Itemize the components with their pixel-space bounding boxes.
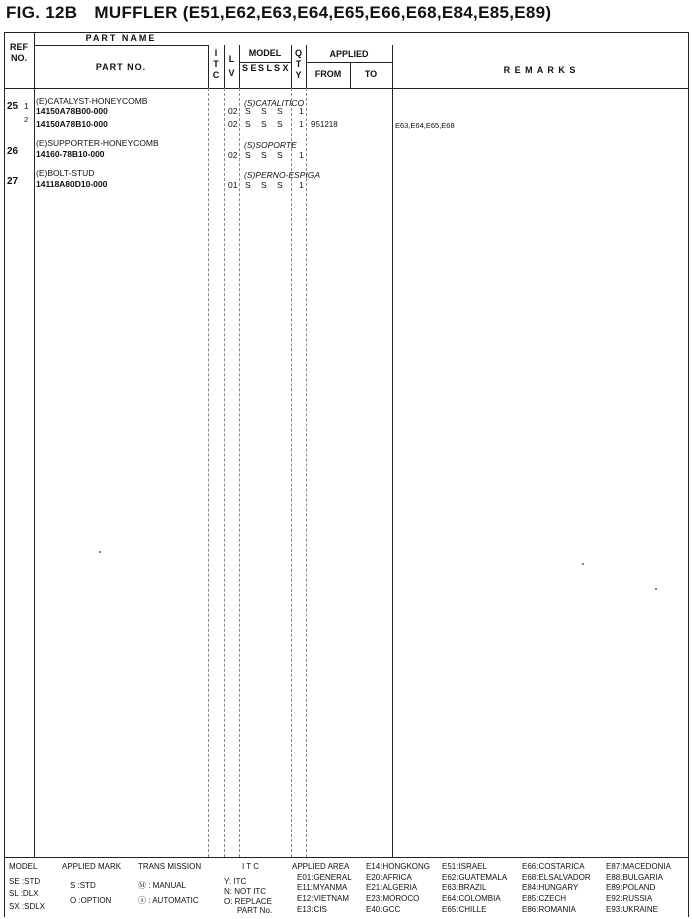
lv-value: 02 [228,150,238,160]
part-name: (E)BOLT-STUD [36,168,95,178]
legend-transmission-title: TRANS MISSION [138,862,202,871]
scan-speck [99,551,101,553]
part-number: 14160-78B10-000 [36,149,105,159]
ref-number: 27 [7,176,19,187]
legend-itc-item: O: REPLACE [224,897,273,906]
model-se-value: S [245,119,251,129]
legend-area-item: E88:BULGARIA [606,873,663,882]
remarks-value: E63,E64,E65,E68 [395,121,455,130]
legend-area-item: E93:UKRAINE [606,905,659,914]
part-name-spanish: (S)SOPORTE [244,140,297,150]
legend-area-item: E87:MACEDONIA [606,862,671,871]
legend-model-title: MODEL [9,862,38,871]
qty-body-line [291,88,292,857]
legend-area-item: E62:GUATEMALA [442,873,508,882]
legend-area-item: E84:HUNGARY [522,883,579,892]
model-se-value: S [245,180,251,190]
table-left-border [4,32,5,917]
legend-area-item: E13:CIS [297,905,327,914]
lv-value: 02 [228,106,238,116]
model-sx-value: S [277,106,283,116]
itc-body-line [208,88,209,857]
legend-itc-title: I T C [242,862,260,871]
part-no-header: PART NO. [95,62,147,72]
ref-no-header: REF NO. [10,42,28,63]
model-sl-value: S [261,119,267,129]
legend-area-item: E20:AFRICA [366,873,412,882]
ref-number: 25 [7,101,19,112]
ref-number: 26 [7,146,19,157]
qty-value: 1 [299,119,304,129]
to-header: TO [364,69,378,79]
sub-number: 1 [24,101,29,111]
model-header: MODEL [248,48,282,58]
part-name: (E)SUPPORTER-HONEYCOMB [36,138,159,148]
legend-area-item: E01:GENERAL [297,873,352,882]
applied-header: APPLIED [329,49,369,59]
part-number: 14150A78B10-000 [36,119,108,129]
legend-top-border [4,857,688,858]
model-se-value: S [245,150,251,160]
part-number: 14118A80D10-000 [36,179,108,189]
legend-area-item: E92:RUSSIA [606,894,653,903]
legend-area-item: E51:ISRAEL [442,862,487,871]
remarks-header: R E M A R K S [503,65,577,75]
part-name-spanish: (S)PERNO-ESPIGA [244,170,321,180]
lv-header: L V [228,54,235,78]
legend-itc-item: Y: ITC [224,877,247,886]
model-body-line [239,88,240,857]
legend-area-item: E21:ALGERIA [366,883,418,892]
table-right-border [688,32,689,917]
scan-speck [655,588,657,590]
part-name-header: PART NAME [85,33,157,43]
figure-number: FIG. 12B [6,3,78,22]
lv-body-line [224,88,225,857]
legend-area-item: E68:ELSALVADOR [522,873,591,882]
legend-applied-area-title: APPLIED AREA [292,862,350,871]
applied-from-value: 951218 [311,120,338,129]
legend-area-item: E12:VIETNAM [297,894,350,903]
legend-area-item: E63:BRAZIL [442,883,487,892]
qty-header: Q T Y [294,48,302,80]
legend-applied-mark-title: APPLIED MARK [62,862,122,871]
figure-title: MUFFLER (E51,E62,E63,E64,E65,E66,E68,E84,E85,E89) [94,3,552,22]
model-sl-value: S [261,180,267,190]
qty-value: 1 [299,180,304,190]
applied-divider [306,62,392,63]
legend-model-item: SE :STD [9,877,41,886]
header-bottom-border [4,88,688,89]
lv-value: 02 [228,119,238,129]
part-name-spanish: (S)CATALITICO [244,98,305,108]
legend-applied-mark-item: O :OPTION [70,896,112,905]
model-sl-header: S L [258,63,273,73]
model-sx-value: S [277,119,283,129]
legend-area-item: E40:GCC [366,905,401,914]
model-sx-header: S X [274,63,289,73]
page-title [6,3,551,23]
legend-transmission-item: Ⓜ : MANUAL [138,881,187,890]
applied-body-line [306,88,307,857]
legend-area-item: E23:MOROCO [366,894,420,903]
legend-itc-item: PART No. [237,906,273,915]
legend-area-item: E85:CZECH [522,894,567,903]
legend-applied-mark-item: S :STD [70,881,96,890]
part-number: 14150A78B00-000 [36,106,108,116]
legend-area-item: E65:CHILLE [442,905,487,914]
model-sl-value: S [261,106,267,116]
legend-model-item: SX :SDLX [9,902,46,911]
model-se-value: S [245,106,251,116]
legend-itc-item: N: NOT ITC [224,887,267,896]
model-sl-value: S [261,150,267,160]
legend-area-item: E66:COSTARICA [522,862,585,871]
legend-area-item: E86:ROMANIA [522,905,576,914]
remarks-column-line [392,45,393,857]
legend-area-item: E64:COLOMBIA [442,894,501,903]
model-sx-value: S [277,150,283,160]
legend-transmission-item: ⓐ : AUTOMATIC [138,896,199,905]
legend-area-item: E14:HONGKONG [366,862,431,871]
part-name-divider [34,45,208,46]
part-name: (E)CATALYST-HONEYCOMB [36,96,148,106]
ref-column-line [34,32,35,857]
model-se-header: S E [242,63,257,73]
qty-value: 1 [299,106,304,116]
from-header: FROM [314,69,342,79]
scan-speck [582,563,584,565]
lv-value: 01 [228,180,238,190]
legend-area-item: E11:MYANMA [297,883,348,892]
legend-model-item: SL :DLX [9,889,39,898]
model-sx-value: S [277,180,283,190]
sub-number: 2 [24,115,29,124]
qty-value: 1 [299,150,304,160]
itc-header: I T C [212,48,220,80]
legend-area-item: E89:POLAND [606,883,656,892]
